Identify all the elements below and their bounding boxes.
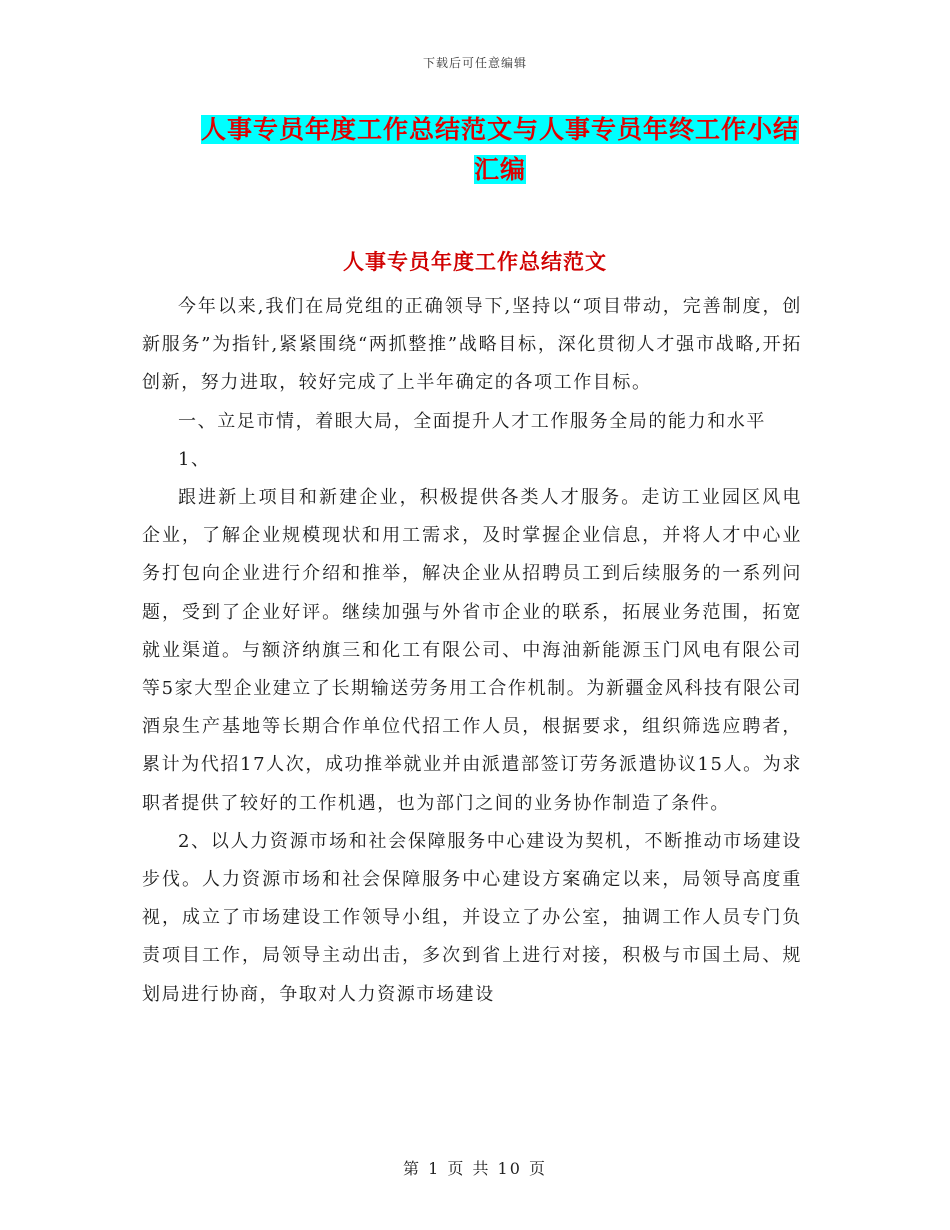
document-title-line-1: 人事专员年度工作总结范文与人事专员年终工作小结 — [200, 115, 799, 144]
paragraph-item-1-body: 跟进新上项目和新建企业，积极提供各类人才服务。走访工业园区风电企业，了解企业规模现状和用工需求，及时掌握企业信息，并将人才中心业务打包向企业进行介绍和推举，解决企业从招聘员工到后续服务的一系列问题，受到了企业好评。继续加强与外省市企业的联系，拓展业务范围，拓宽就业渠道。与额济纳旗三和化工有限公司、中海油新能源玉门风电有限公司等5家大型企业建立了长期输送劳务用工合作机制。为新疆金风科技有限公司酒泉生产基地等长期合作单位代招工作人员，根据要求，组织筛选应聘者，累计为代招17人次，成功推举就业并由派遣部签订劳务派遣协议15人。为求职者提供了较好的工作机遇，也为部门之间的业务协作制造了条件。 — [142, 487, 802, 814]
header-note: 下载后可任意编辑 — [422, 56, 527, 70]
document-title-line-2: 汇编 — [473, 155, 526, 184]
section-title: 人事专员年度工作总结范文 — [343, 250, 607, 274]
paragraph-item-2: 2、以人力资源市场和社会保障服务中心建设为契机，不断推动市场建设步伐。人力资源市场和社会保障服务中心建设方案确定以来，局领导高度重视，成立了市场建设工作领导小组，并设立了办公室，抽调工作人员专门负责项目工作，局领导主动出击，多次到省上进行对接，积极与市国土局、规划局进行协商，争取对人力资源市场建设 — [142, 830, 802, 1005]
paragraph-item-1-label: 1、 — [178, 448, 211, 470]
document-title — [190, 110, 810, 190]
paragraph-intro: 今年以来,我们在局党组的正确领导下,坚持以“项目带动，完善制度，创新服务”为指针,紧紧围绕“两抓整推”战略目标，深化贯彻人才强市战略,开拓创新，努力进取，较好完成了上半年确定的各项工作目标。 — [142, 296, 802, 394]
page-number: 第 1 页 共 10 页 — [403, 1159, 547, 1178]
document-body — [142, 288, 802, 1014]
paragraph-heading-1: 一、立足市情，着眼大局，全面提升人才工作服务全局的能力和水平 — [178, 410, 766, 432]
